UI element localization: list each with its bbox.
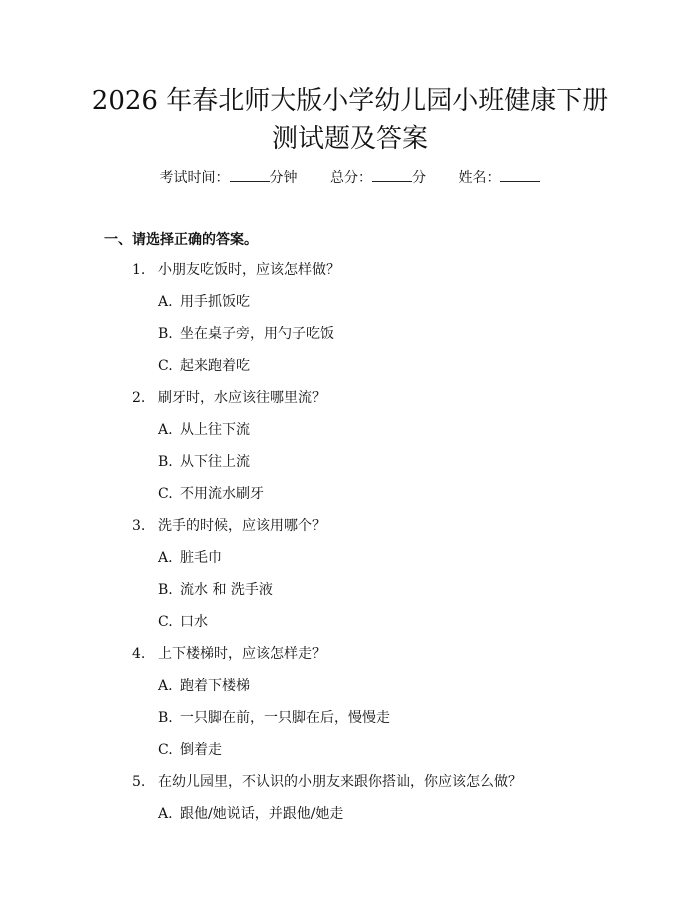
- option-letter: C.: [158, 742, 173, 758]
- question-text: 上下楼梯时，应该怎样走？: [158, 646, 326, 662]
- option-text: 脏毛巾: [180, 550, 222, 566]
- question-2-option-a: [158, 420, 250, 440]
- question-2: [132, 388, 326, 408]
- question-2-option-b: [158, 452, 250, 472]
- option-letter: A.: [158, 294, 173, 310]
- question-1-option-a: [158, 292, 250, 312]
- option-letter: B.: [158, 326, 173, 342]
- question-4-option-c: [158, 740, 222, 760]
- question-5-option-a: [158, 804, 343, 824]
- question-number: 3.: [132, 518, 146, 534]
- exam-time-label: 考试时间：: [159, 170, 230, 186]
- option-letter: A.: [158, 422, 173, 438]
- option-text: 跟他/她说话，并跟他/她走: [180, 806, 344, 822]
- question-4-option-a: [158, 676, 250, 696]
- question-3-option-c: [158, 612, 208, 632]
- student-name-label: 姓名：: [458, 170, 501, 186]
- total-score-group: [330, 168, 426, 188]
- option-letter: C.: [158, 614, 173, 630]
- option-text: 跑着下楼梯: [180, 678, 250, 694]
- total-score-blank: [372, 169, 412, 182]
- option-letter: B.: [158, 582, 173, 598]
- option-text: 口水: [180, 614, 208, 630]
- question-5: [132, 772, 522, 792]
- student-name-blank: [500, 169, 540, 182]
- question-1-option-c: [158, 356, 250, 376]
- option-letter: A.: [158, 550, 173, 566]
- option-letter: C.: [158, 486, 173, 502]
- exam-time-blank: [230, 169, 270, 182]
- exam-time-unit: 分钟: [269, 170, 298, 186]
- total-score-unit: 分: [412, 170, 426, 186]
- question-2-option-c: [158, 484, 264, 504]
- option-text: 从上往下流: [180, 422, 250, 438]
- option-letter: C.: [158, 358, 173, 374]
- student-name-group: [458, 168, 540, 188]
- option-text: 起来跑着吃: [180, 358, 250, 374]
- section-heading: 一、请选择正确的答案。: [104, 232, 258, 248]
- document-title-line-2: 测试题及答案: [271, 124, 428, 154]
- question-3-option-b: [158, 580, 273, 600]
- question-text: 小朋友吃饭时，应该怎样做？: [158, 262, 340, 278]
- question-number: 1.: [132, 262, 146, 278]
- option-letter: B.: [158, 710, 173, 726]
- question-4-option-b: [158, 708, 390, 728]
- question-1-option-b: [158, 324, 334, 344]
- question-4: [132, 644, 326, 664]
- question-3-option-a: [158, 548, 222, 568]
- document-title-line-1: 2026 年春北师大版小学幼儿园小班健康下册: [91, 86, 609, 116]
- option-text: 不用流水刷牙: [180, 486, 264, 502]
- total-score-label: 总分：: [330, 170, 372, 186]
- question-text: 刷牙时，水应该往哪里流？: [158, 390, 326, 406]
- option-text: 流水 和 洗手液: [180, 582, 273, 598]
- question-text: 洗手的时候，应该用哪个？: [158, 518, 326, 534]
- option-letter: A.: [158, 678, 173, 694]
- option-text: 用手抓饭吃: [180, 294, 250, 310]
- question-text: 在幼儿园里，不认识的小朋友来跟你搭讪，你应该怎么做？: [158, 774, 522, 790]
- question-number: 5.: [132, 774, 146, 790]
- option-text: 一只脚在前，一只脚在后，慢慢走: [180, 710, 390, 726]
- option-text: 倒着走: [180, 742, 222, 758]
- question-number: 4.: [132, 646, 146, 662]
- exam-meta: [0, 168, 700, 188]
- question-number: 2.: [132, 390, 146, 406]
- option-letter: A.: [158, 806, 173, 822]
- option-letter: B.: [158, 454, 173, 470]
- question-3: [132, 516, 326, 536]
- question-1: [132, 260, 340, 280]
- option-text: 坐在桌子旁，用勺子吃饭: [180, 326, 334, 342]
- option-text: 从下往上流: [180, 454, 250, 470]
- exam-time-group: [160, 168, 298, 188]
